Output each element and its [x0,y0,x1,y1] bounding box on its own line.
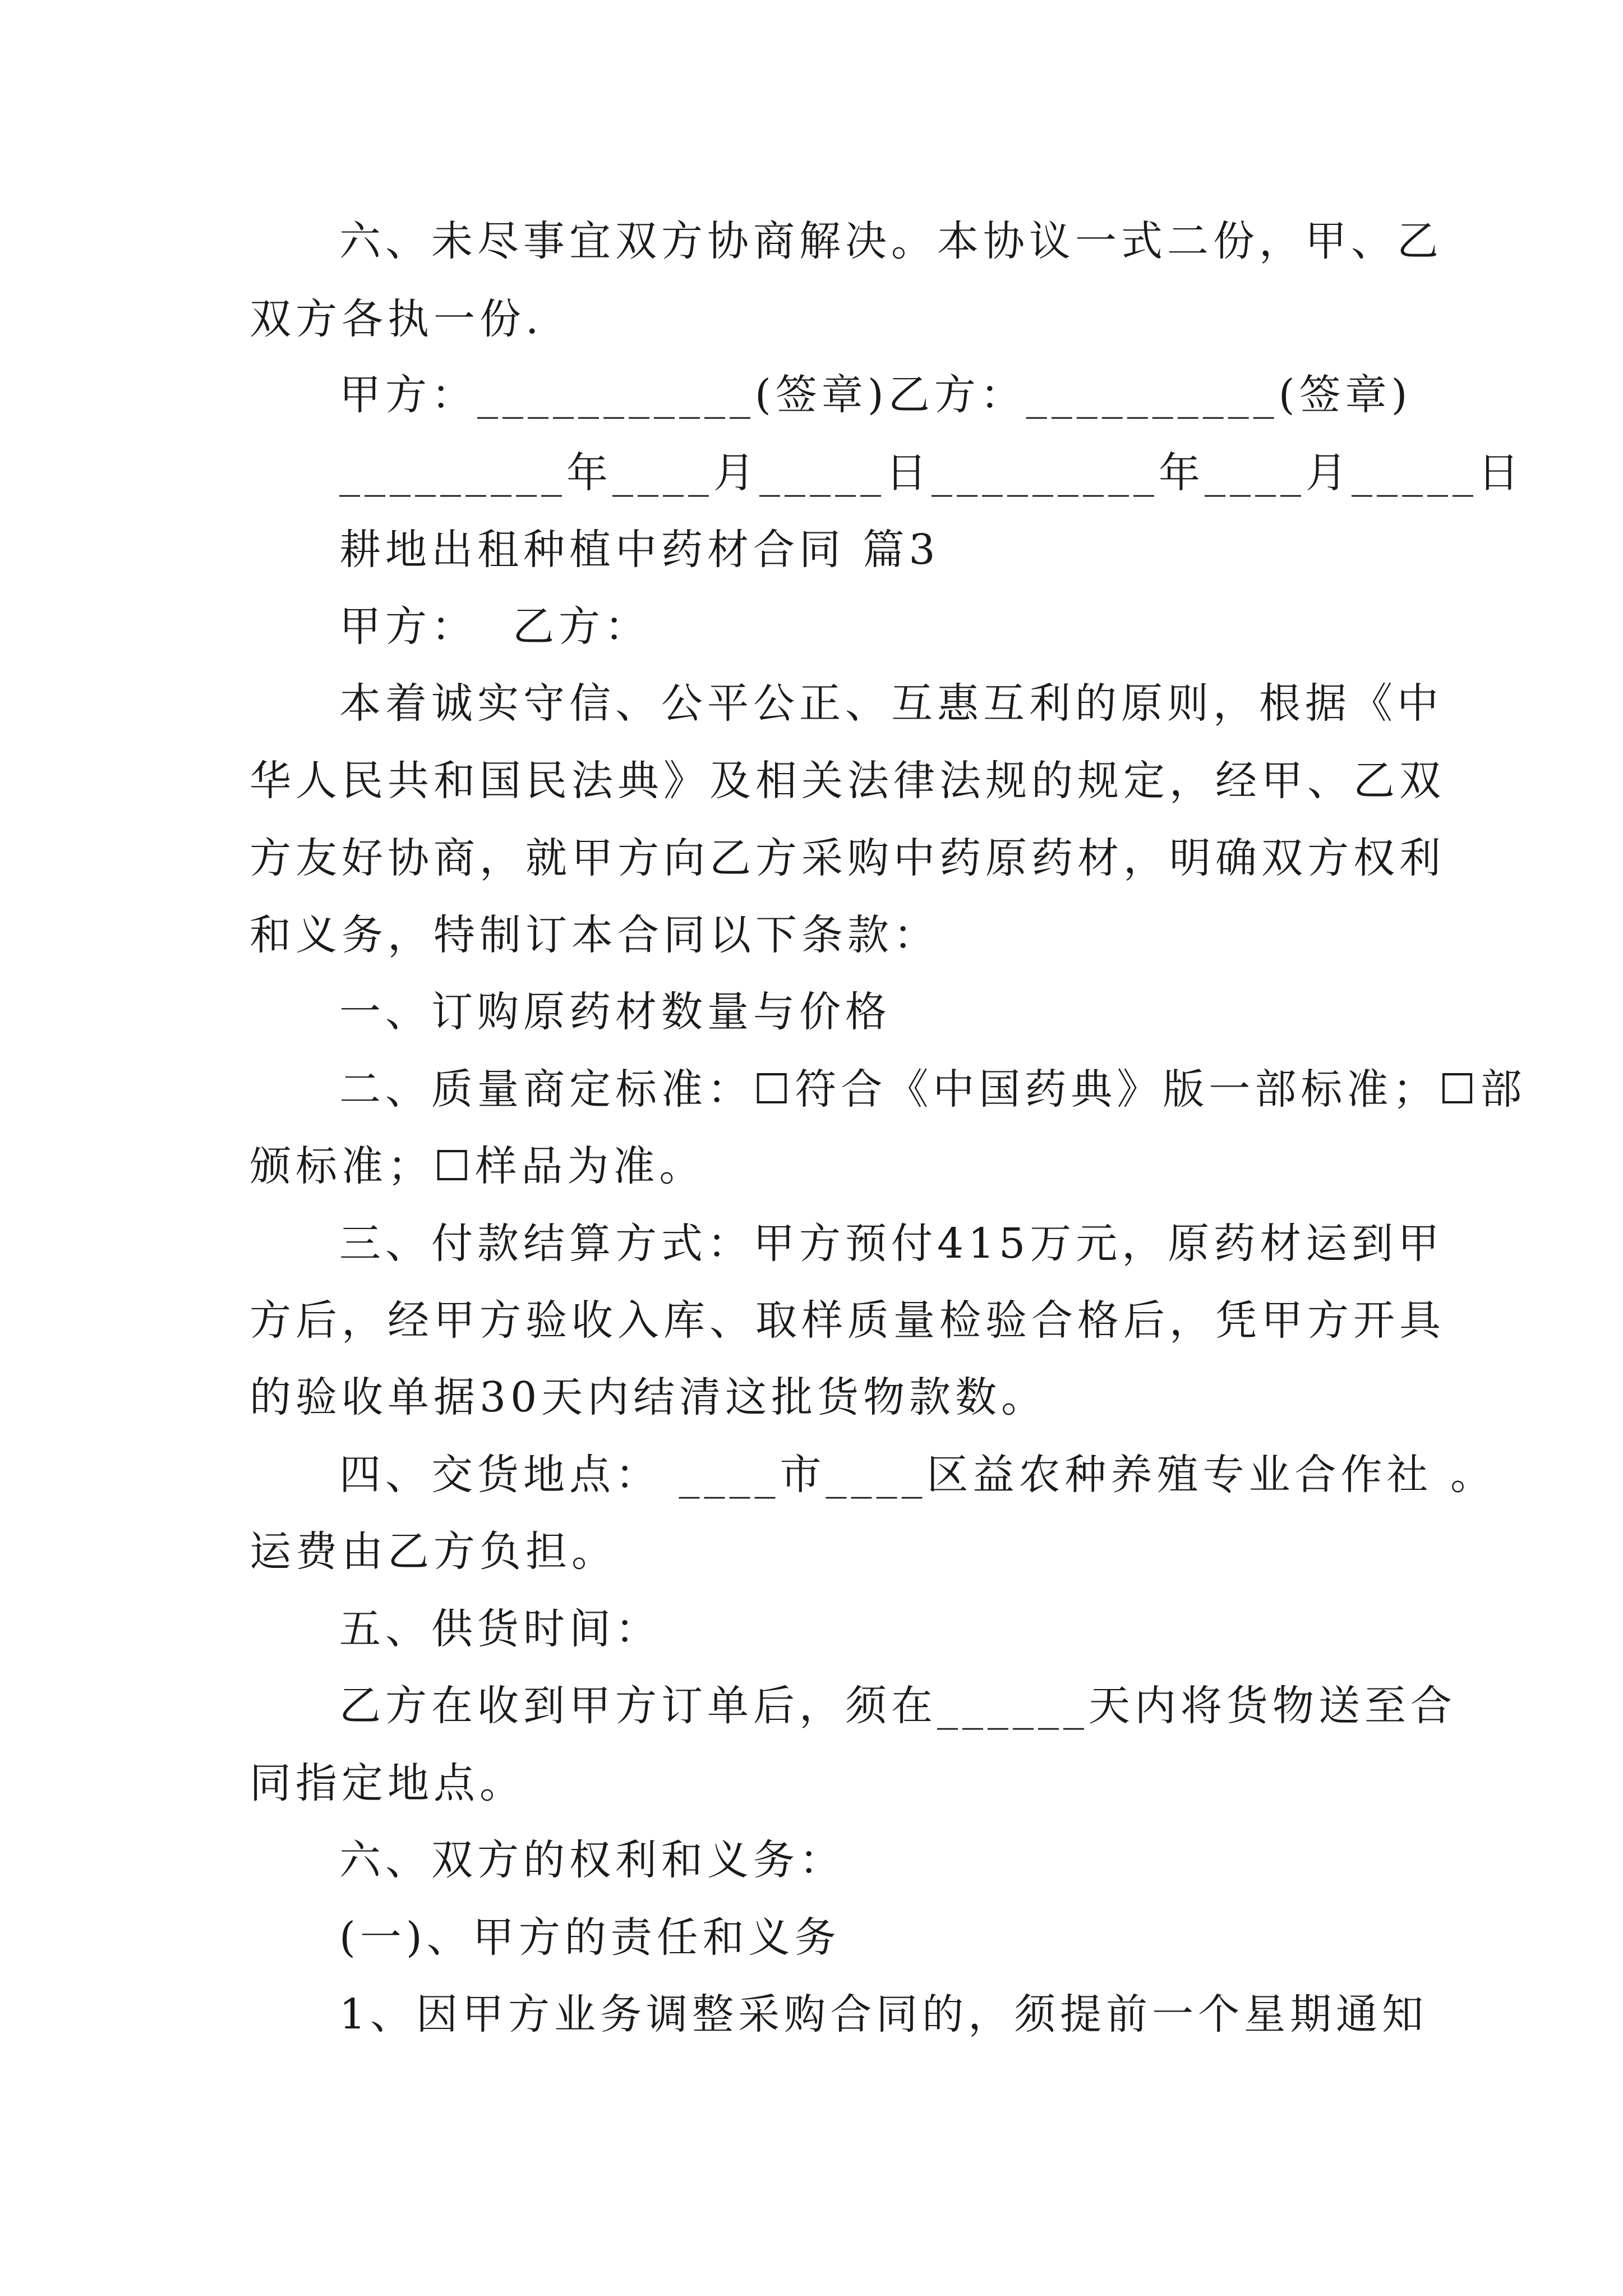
clause-heading: 六、双方的权利和义务： [339,1836,845,1884]
text-line: 的验收单据30天内结清这批货物款数。 [250,1373,1048,1421]
parties-line: 甲方： 乙方： [339,602,651,651]
text-line: 同指定地点。 [250,1759,525,1807]
clause-heading: 四、交货地点： ____市____区益农种养殖专业合作社 。 [339,1451,1497,1499]
text-line: 和义务，特制订本合同以下条款： [250,911,939,959]
clause-heading: 三、付款结算方式：甲方预付415万元，原药材运到甲 [339,1220,1444,1268]
text-line: 双方各执一份. [250,295,543,343]
text-line: 本着诚实守信、公平公正、互惠互利的原则，根据《中 [339,679,1443,728]
text-line: 颁标准；☐样品为准。 [250,1142,706,1190]
date-line: _________年____月_____日_________年____月_____日 [339,449,1524,497]
text-line: 方后，经甲方验收入库、取样质量检验合格后，凭甲方开具 [250,1296,1445,1345]
text-line: 1、因甲方业务调整采购合同的，须提前一个星期通知 [339,1990,1428,2039]
text-line: 方友好协商，就甲方向乙方采购中药原药材，明确双方权利 [250,834,1445,882]
text-line: 运费由乙方负担。 [250,1527,617,1576]
text-line: 乙方在收到甲方订单后，须在______天内将货物送至合 [339,1682,1456,1730]
clause-heading: 二、质量商定标准：☐符合《中国药典》版一部标准；☐部 [339,1065,1527,1114]
clause-heading: 五、供货时间： [339,1605,661,1653]
clause-heading: 一、订购原药材数量与价格 [339,988,891,1036]
text-line: 华人民共和国民法典》及相关法律法规的规定，经甲、乙双 [250,757,1445,805]
section-title: 耕地出租种植中药材合同 篇3 [339,526,940,574]
signature-line: 甲方：___________(签章)乙方：__________(签章) [339,371,1412,419]
sub-clause-heading: (一)、甲方的责任和义务 [339,1913,841,1962]
text-line: 六、未尽事宜双方协商解决。本协议一式二份，甲、乙 [339,217,1443,265]
